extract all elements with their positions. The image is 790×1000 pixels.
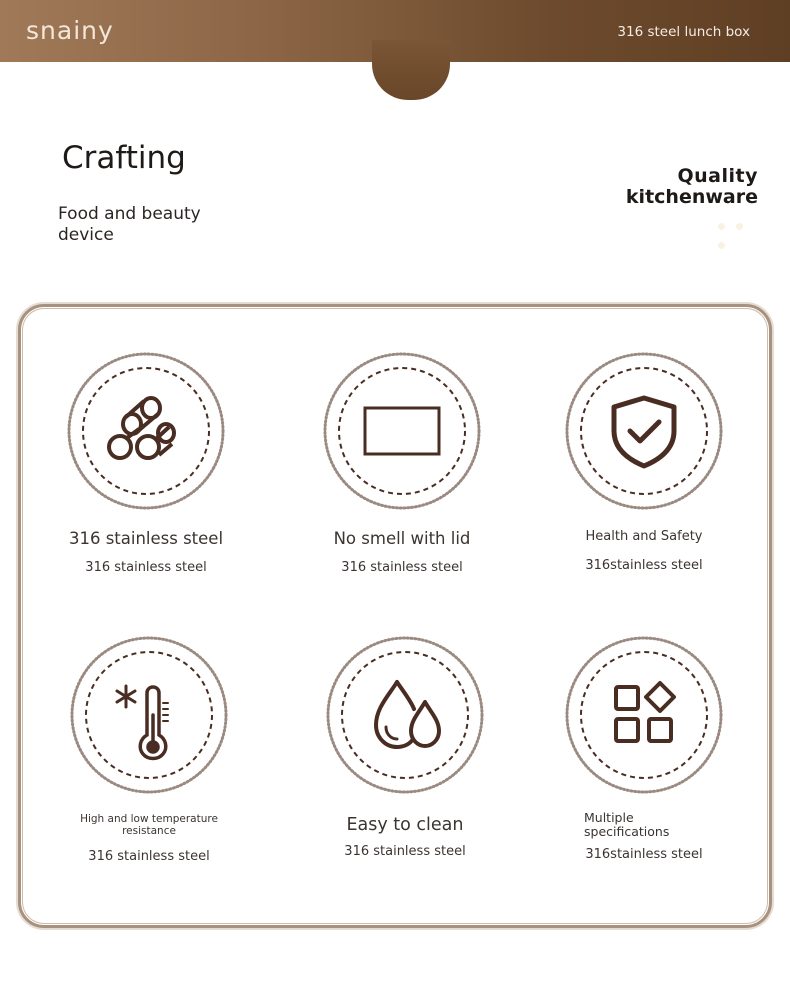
feature-item	[292, 351, 512, 575]
feature-circle	[325, 635, 485, 795]
header-tab	[372, 40, 450, 100]
brand-logo[interactable]: snainy	[26, 16, 114, 45]
feature-item	[534, 635, 754, 862]
feature-subtitle: 316 stainless steel	[88, 849, 210, 864]
quality-badge-line2: kitchenware	[625, 186, 758, 208]
feature-title: No smell with lid	[333, 529, 471, 548]
feature-subtitle: 316 stainless steel	[344, 844, 466, 859]
feature-title: 316 stainless steel	[68, 529, 224, 548]
feature-circle	[322, 351, 482, 511]
feature-circle	[564, 351, 724, 511]
rectangle-lid-icon	[322, 351, 482, 511]
quality-badge	[626, 166, 758, 208]
header-product-name: 316 steel lunch box	[617, 24, 750, 40]
page-title: Crafting	[62, 140, 186, 176]
page-subtitle: Food and beauty device	[58, 204, 201, 245]
grid-shapes-icon	[564, 635, 724, 795]
feature-item	[39, 635, 259, 864]
shield-check-icon	[564, 351, 724, 511]
feature-subtitle: 316stainless steel	[585, 847, 703, 862]
thermometer-snowflake-icon	[69, 635, 229, 795]
quality-badge-line1: Quality	[677, 165, 758, 187]
feature-item	[36, 351, 256, 575]
feature-subtitle: 316 stainless steel	[341, 560, 463, 575]
features-card	[18, 304, 772, 928]
feature-subtitle: 316 stainless steel	[85, 560, 207, 575]
water-drops-icon	[325, 635, 485, 795]
feature-title: Easy to clean	[346, 815, 464, 835]
feature-title: Multiple specifications	[584, 810, 670, 839]
feature-title: Health and Safety	[585, 529, 703, 544]
decorative-dots	[718, 215, 768, 223]
feature-circle	[69, 635, 229, 795]
feature-title: High and low temperature resistance	[80, 813, 218, 837]
feature-subtitle: 316stainless steel	[585, 558, 703, 573]
feature-item	[295, 635, 515, 859]
feature-circle	[564, 635, 724, 795]
feature-item	[534, 351, 754, 573]
steel-rods-icon	[66, 351, 226, 511]
feature-circle	[66, 351, 226, 511]
